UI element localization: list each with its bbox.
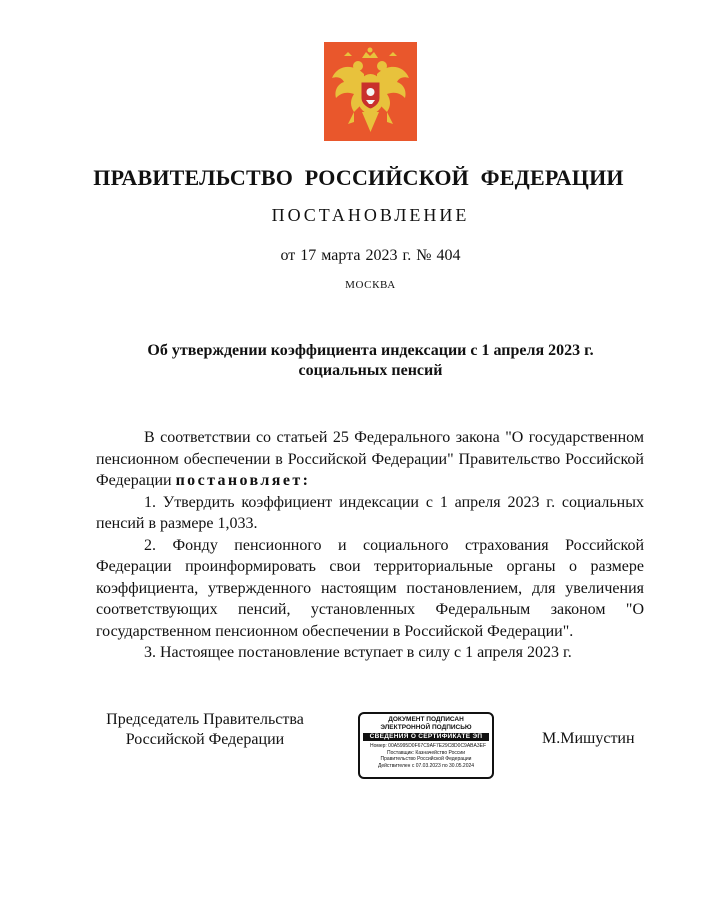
- stamp-issuer: Поставщик: Казначейство России: [386, 749, 465, 756]
- stamp-line-1: ДОКУМЕНТ ПОДПИСАН: [388, 716, 464, 723]
- subject-line-1: Об утверждении коэффициента индексации с 1 апреля 2023 г.: [147, 342, 594, 359]
- government-title: ПРАВИТЕЛЬСТВО РОССИЙСКОЙ ФЕДЕРАЦИИ: [93, 165, 624, 190]
- stamp-line-2: ЭЛЕКТРОННОЙ ПОДПИСЬЮ: [380, 724, 472, 731]
- stamp-cert-header: СВЕДЕНИЯ О СЕРТИФИКАТЕ ЭП: [363, 733, 489, 741]
- item-1: 1. Утвердить коэффициент индексации с 1 апреля 2023 г. социальных пенсий в размере 1,033.: [96, 493, 644, 532]
- item-2: 2. Фонду пенсионного и социального страхования Российской Федерации проинформировать свои территориальные органы о размере коэффициента, утвержденного настоящим постановлением, для увеличения соответствующих пенсий, установленных Федеральным законом "О государственном пенсионном обеспечении в Российской Федерации".: [96, 536, 644, 640]
- document-city: МОСКВА: [345, 279, 396, 291]
- stamp-serial-value: 00A5995D0F67C9AF7E29C8D0C9ABA3EF: [388, 743, 487, 749]
- coat-of-arms-emblem: [324, 42, 417, 141]
- resolves-word: постановляет:: [175, 472, 311, 489]
- stamp-validity: Действителен с 07.03.2023 по 30.05.2024: [377, 762, 475, 769]
- subject-line-2: социальных пенсий: [298, 362, 443, 379]
- stamp-owner: Правительство Российской Федерации: [380, 756, 472, 762]
- document-subject: [0, 341, 717, 381]
- preamble-paragraph: [96, 427, 644, 492]
- signatory-name: М.Мишустин: [542, 730, 635, 747]
- document-type: ПОСТАНОВЛЕНИЕ: [271, 205, 470, 225]
- stamp-serial: [360, 743, 492, 750]
- document-body: [96, 427, 644, 664]
- preamble-text: В соответствии со статьей 25 Федерального закона "О государственном пенсионном обеспечении в Российской Федерации" Правительство Российской Федерации: [96, 429, 644, 489]
- document-date-number: от 17 марта 2023 г. № 404: [280, 247, 461, 264]
- electronic-signature-stamp: [358, 712, 494, 779]
- signatory-position: [96, 710, 314, 750]
- position-line-2: Российской Федерации: [125, 731, 285, 748]
- item-3: 3. Настоящее постановление вступает в силу с 1 апреля 2023 г.: [144, 644, 572, 661]
- stamp-serial-label: Номер:: [370, 743, 387, 749]
- position-line-1: Председатель Правительства: [106, 711, 304, 728]
